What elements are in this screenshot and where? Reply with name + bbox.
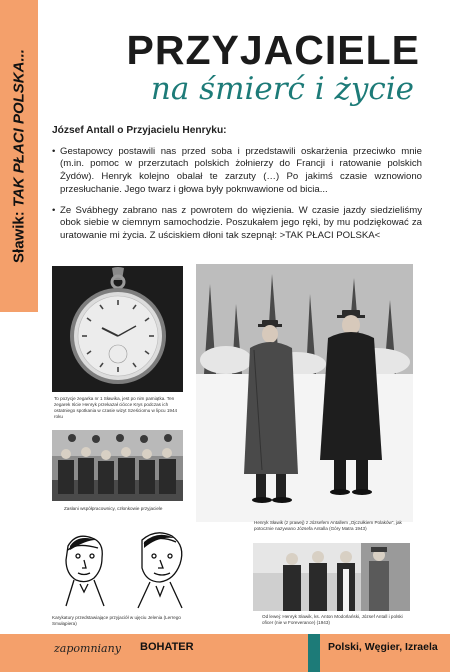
side-banner-name: Sławik: <box>10 211 28 263</box>
group-photo <box>253 543 410 611</box>
winter-caption: Henryk Sławik (z prawej) z Józsefem Antallem „Ojczułkiem Polaków”, jak potocznie nazywano Józsefa Antalla (Góry Matra 1943) <box>254 520 402 531</box>
watch-caption: To pozycje zegarka nr 1 Sławika, jest po nim pamiątka. Ten zegarek Iście Henryk przekazał ciócce Krys podczas ich ostatniego spotkania w czasie wizyt Sześciomu w lipcu 1944 roku <box>54 396 178 419</box>
winter-photo <box>196 264 413 522</box>
quote-block <box>52 124 422 251</box>
bullet-icon: • <box>52 145 56 157</box>
page-title: PRZYJACIELE <box>126 27 420 73</box>
footer-countries-label: Polski, Węgier, Izraela <box>328 641 438 653</box>
footer-left-panel <box>0 634 308 672</box>
footer-right-panel <box>320 634 450 672</box>
caricature-drawing <box>46 526 198 612</box>
group-caption: Od lewej: Henryk Sławik, ks. Anton Modorlański, József Antall i polski oficer (nie w Foreverance) (1943) <box>262 614 403 625</box>
quote-paragraph <box>52 205 422 243</box>
footer-forgotten-label: zapomniany <box>54 642 121 655</box>
side-banner-tagline: TAK PŁACI POLSKA... <box>10 49 28 208</box>
quote-paragraph <box>52 146 422 197</box>
footer-hero-label: BOHATER <box>140 641 194 653</box>
bullet-icon: • <box>52 204 56 216</box>
meeting-photo <box>52 430 183 501</box>
quote-heading: József Antall o Przyjacielu Henryku: <box>52 125 227 136</box>
side-banner <box>0 0 38 312</box>
side-banner-text <box>11 49 28 263</box>
footer-divider <box>308 634 320 672</box>
page-subtitle: na śmierć i życie <box>150 71 414 107</box>
quote-paragraph-text: Ze Svábhegy zabrano nas z powrotem do więzienia. W czasie jazdy siedzieliśmy obok siebie w ciemnym samochodzie. Poszukałem jego ręki, by mu podziękować za uratowanie mi życia. Z uściskiem dłoni tak szepnął: >TAK PŁACI POLSKA< <box>60 204 422 242</box>
caricature-caption: Karykatury przedstawiające przyjaciół w ujęciu Jelenia (Lerrego Smułąpiera) <box>52 615 181 626</box>
pocket-watch-photo <box>52 266 183 392</box>
meeting-caption: Zasłani współpracownicy, członkowie przyjaciele <box>64 506 163 511</box>
quote-paragraph-text: Gestapowcy postawili nas przed soba i przedstawili oskarżenia przeciwko mnie (m.in. pomoc w przerzutach polskich żołnierzy do Francji i ratowanie polskich Żydów). Henryk kolejno obalał te zarzuty (…) Po jakimś czasie wznowiono przesłuchanie. Jego twarz i głowa były poknwawione od bicia... <box>60 145 422 195</box>
footer <box>0 634 450 672</box>
